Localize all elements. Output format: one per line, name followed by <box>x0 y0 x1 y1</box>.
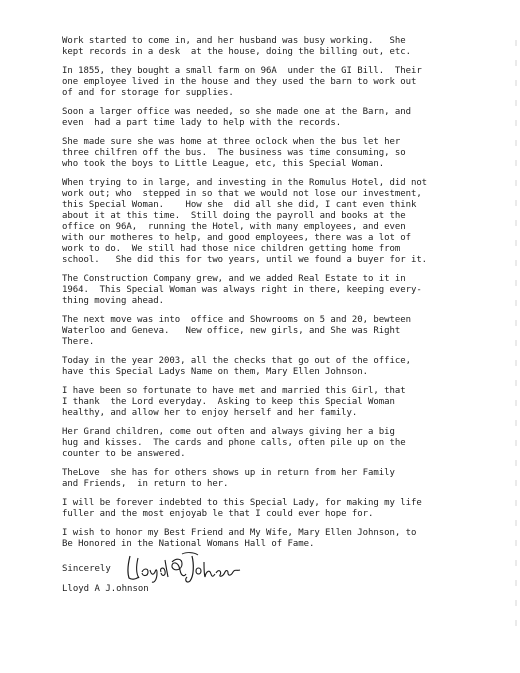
letter-body <box>62 36 498 550</box>
paragraph: In 1855, they bought a small farm on 96A under the GI Bill. Their one employee lived in the house and they used the barn to work out of and for storage for supplies. <box>62 66 422 98</box>
paragraph: The next move was into office and Showrooms on 5 and 20, bewteen Waterloo and Geneva. New office, new girls, and She was Right There. <box>62 315 411 347</box>
paragraph: Work started to come in, and her husband was busy working. She kept records in a desk at the house, doing the billing out, etc. <box>62 36 411 57</box>
paragraph: Soon a larger office was needed, so she made one at the Barn, and even had a part time lady to help with the records. <box>62 107 411 128</box>
paragraph: TheLove she has for others shows up in return from her Family and Friends, in return to her. <box>62 468 395 489</box>
paragraph: I will be forever indebted to this Special Lady, for making my life fuller and the most enjoyab le that I could ever hope for. <box>62 498 422 519</box>
signature-block <box>62 558 498 584</box>
paragraph: She made sure she was home at three oclock when the bus let her three chilfren off the bus. The business was time consuming, so who took the boys to Little League, etc, this Special Woman. <box>62 137 406 169</box>
paragraph: I wish to honor my Best Friend and My Wife, Mary Ellen Johnson, to Be Honored in the National Womans Hall of Fame. <box>62 528 417 549</box>
paragraph: When trying to in large, and investing in the Romulus Hotel, did not work out; who stepped in so that we would not lose our investment, this Special Woman. How she did all she did, I cant even think about it at this time. Still doing the payroll and books at the office on 96A, running the Hotel, with many employees, and even with our motheres to help, and good employees, there was a lot of work to do. We still had those nice children getting home from school. She did this for two years, until we found a buyer for it. <box>62 178 428 265</box>
signer-name: Lloyd A J.ohnson <box>62 584 149 594</box>
scan-edge-line <box>515 40 517 640</box>
handwritten-signature <box>124 550 244 584</box>
closing-salutation: Sincerely <box>62 564 111 574</box>
paragraph: The Construction Company grew, and we added Real Estate to it in 1964. This Special Woman was always right in there, keeping every- thing moving ahead. <box>62 274 422 306</box>
paragraph: Today in the year 2003, all the checks that go out of the office, have this Special Ladys Name on them, Mary Ellen Johnson. <box>62 356 411 377</box>
paragraph: I have been so fortunate to have met and married this Girl, that I thank the Lord everyday. Asking to keep this Special Woman healthy, and allow her to enjoy herself and her family. <box>62 386 406 418</box>
paragraph: Her Grand children, come out often and always giving her a big hug and kisses. The cards and phone calls, often pile up on the counter to be answered. <box>62 427 406 459</box>
